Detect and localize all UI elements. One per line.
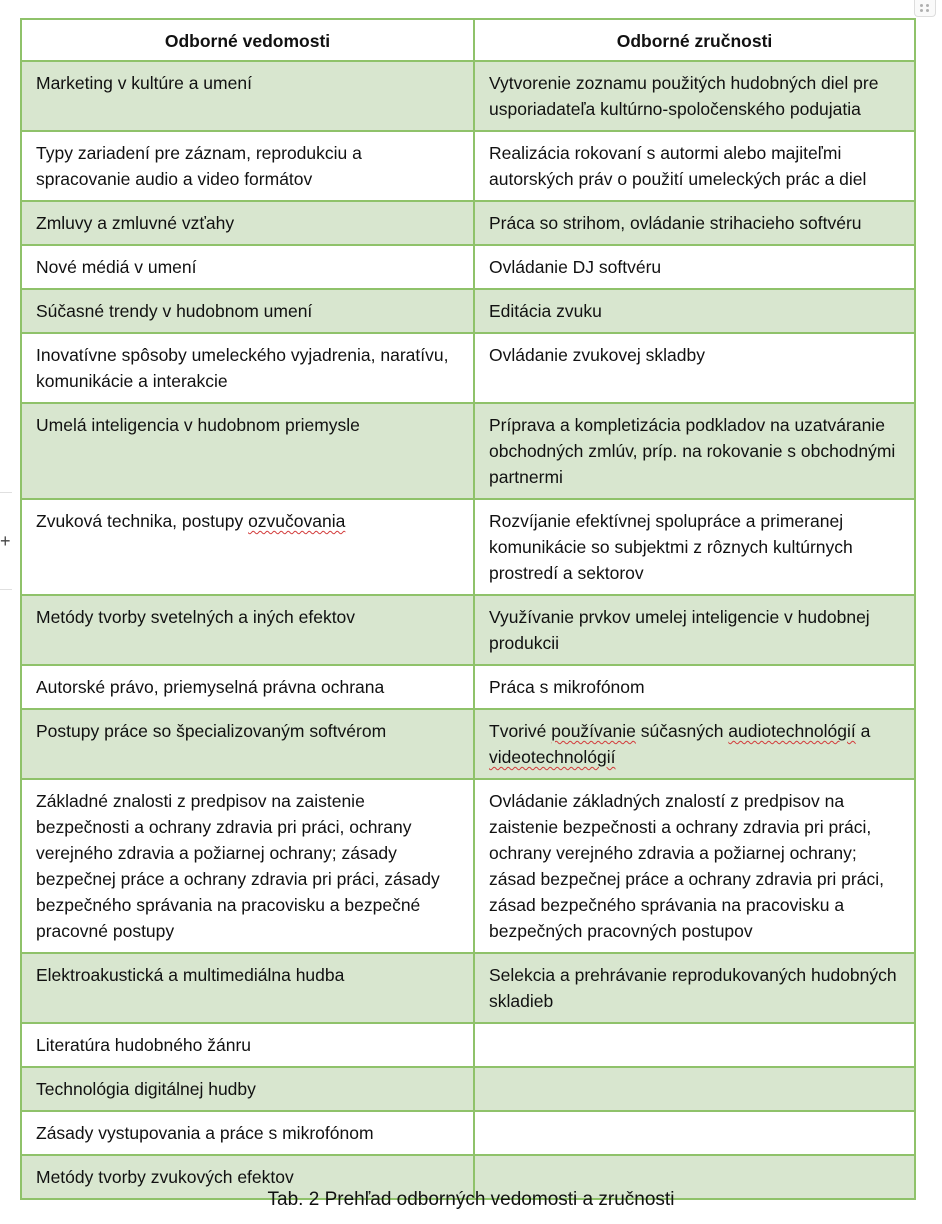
spellcheck-word[interactable]: ozvučovania <box>248 511 346 531</box>
knowledge-cell[interactable]: Inovatívne spôsoby umeleckého vyjadrenia, naratívu, komunikácie a interakcie <box>21 333 474 403</box>
skill-cell[interactable]: Vytvorenie zoznamu použitých hudobných diel pre usporiadateľa kultúrno-spoločenského podujatia <box>474 61 915 131</box>
knowledge-cell[interactable]: Postupy práce so špecializovaným softvérom <box>21 709 474 779</box>
table-row <box>21 499 915 595</box>
skill-cell[interactable]: Ovládanie zvukovej skladby <box>474 333 915 403</box>
table-row <box>21 953 915 1023</box>
knowledge-cell[interactable]: Marketing v kultúre a umení <box>21 61 474 131</box>
table-row <box>21 245 915 289</box>
table-row <box>21 201 915 245</box>
skill-cell[interactable] <box>474 1111 915 1155</box>
table-row <box>21 595 915 665</box>
table-caption: Tab. 2 Prehľad odborných vedomosti a zručnosti <box>267 1189 675 1210</box>
knowledge-cell[interactable]: Zásady vystupovania a práce s mikrofónom <box>21 1111 474 1155</box>
header-skills: Odborné zručnosti <box>474 19 915 61</box>
knowledge-cell[interactable]: Metódy tvorby svetelných a iných efektov <box>21 595 474 665</box>
knowledge-cell[interactable]: Zmluvy a zmluvné vzťahy <box>21 201 474 245</box>
cell-text: Zvuková technika, postupy <box>36 511 249 531</box>
table-row <box>21 289 915 333</box>
spellcheck-word[interactable]: používanie <box>551 721 636 741</box>
cell-text: súčasných <box>635 721 729 741</box>
drag-handle-icon[interactable] <box>914 0 936 17</box>
knowledge-cell[interactable] <box>21 499 474 595</box>
skill-cell[interactable]: Ovládanie DJ softvéru <box>474 245 915 289</box>
skill-cell[interactable] <box>474 1023 915 1067</box>
knowledge-cell[interactable]: Metódy tvorby zvukových efektov <box>21 1155 474 1199</box>
table-row <box>21 709 915 779</box>
table-row <box>21 779 915 953</box>
knowledge-cell[interactable]: Autorské právo, priemyselná právna ochrana <box>21 665 474 709</box>
knowledge-cell[interactable]: Literatúra hudobného žánru <box>21 1023 474 1067</box>
table-row <box>21 665 915 709</box>
header-knowledge: Odborné vedomosti <box>21 19 474 61</box>
knowledge-cell[interactable]: Typy zariadení pre záznam, reprodukciu a spracovanie audio a video formátov <box>21 131 474 201</box>
knowledge-cell[interactable]: Umelá inteligencia v hudobnom priemysle <box>21 403 474 499</box>
skill-cell[interactable]: Využívanie prvkov umelej inteligencie v hudobnej produkcii <box>474 595 915 665</box>
skill-cell[interactable]: Príprava a kompletizácia podkladov na uzatváranie obchodných zmlúv, príp. na rokovanie s obchodnými partnermi <box>474 403 915 499</box>
skill-cell[interactable] <box>474 709 915 779</box>
cell-text: a <box>855 721 871 741</box>
skill-cell[interactable] <box>474 1067 915 1111</box>
skill-cell[interactable]: Editácia zvuku <box>474 289 915 333</box>
knowledge-cell[interactable]: Technológia digitálnej hudby <box>21 1067 474 1111</box>
knowledge-cell[interactable]: Elektroakustická a multimediálna hudba <box>21 953 474 1023</box>
skill-cell[interactable]: Práca s mikrofónom <box>474 665 915 709</box>
spellcheck-word[interactable]: audiotechnológií <box>728 721 856 741</box>
table-row <box>21 1067 915 1111</box>
skill-cell[interactable]: Realizácia rokovaní s autormi alebo majiteľmi autorských práv o použití umeleckých prác a diel <box>474 131 915 201</box>
table-row <box>21 403 915 499</box>
plus-icon[interactable]: + <box>0 531 11 551</box>
skills-table-grid <box>20 18 916 1200</box>
table-row <box>21 333 915 403</box>
table-row <box>21 1111 915 1155</box>
knowledge-cell[interactable]: Súčasné trendy v hudobnom umení <box>21 289 474 333</box>
knowledge-cell[interactable]: Základné znalosti z predpisov na zaistenie bezpečnosti a ochrany zdravia pri práci, ochrany verejného zdravia a požiarnej ochrany; zásady bezpečnej práce a ochrany zdravia pri práci, zásady bezpečného správania na pracovisku a bezpečné pracovné postupy <box>21 779 474 953</box>
knowledge-cell[interactable]: Nové médiá v umení <box>21 245 474 289</box>
skills-table <box>20 18 914 1200</box>
table-row <box>21 1023 915 1067</box>
cell-text: Tvorivé <box>489 721 552 741</box>
table-row <box>21 131 915 201</box>
skill-cell[interactable]: Práca so strihom, ovládanie strihacieho softvéru <box>474 201 915 245</box>
skill-cell[interactable]: Ovládanie základných znalostí z predpisov na zaistenie bezpečnosti a ochrany zdravia pri práci, ochrany verejného zdravia a požiarnej ochrany; zásad bezpečnej práce a ochrany zdravia pri práci, zásad bezpečného správania na pracovisku a bezpečných pracovných postupov <box>474 779 915 953</box>
spellcheck-word[interactable]: videotechnológií <box>489 747 616 767</box>
skill-cell[interactable]: Selekcia a prehrávanie reprodukovaných hudobných skladieb <box>474 953 915 1023</box>
table-row <box>21 61 915 131</box>
skill-cell[interactable]: Rozvíjanie efektívnej spolupráce a primeranej komunikácie so subjektmi z rôznych kultúrnych prostredí a sektorov <box>474 499 915 595</box>
table-header-row <box>21 19 915 61</box>
